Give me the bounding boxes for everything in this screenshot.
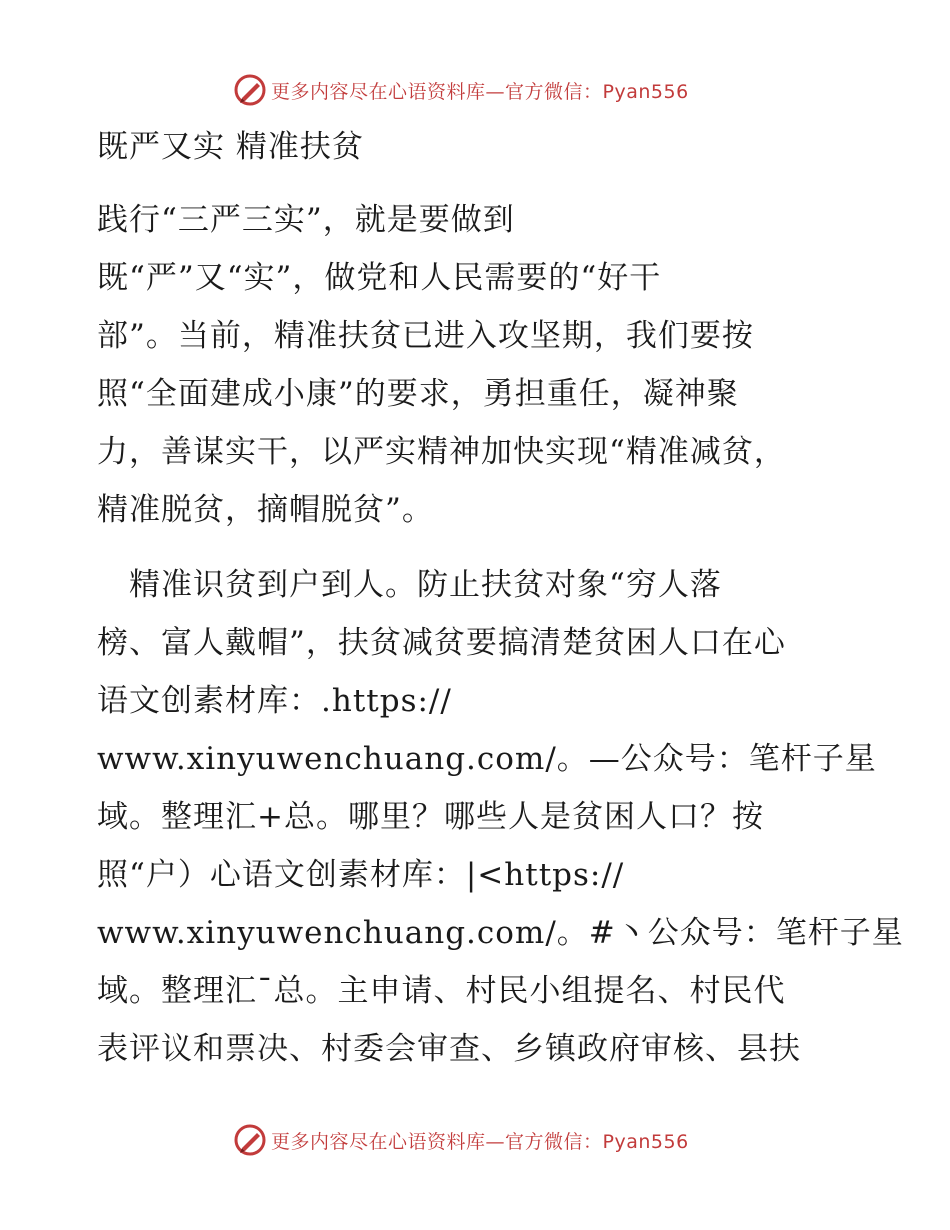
body-line: 精准脱贫，摘帽脱贫”。 — [97, 492, 434, 528]
header-banner — [233, 73, 689, 107]
document-title: 既严又实 精准扶贫 — [97, 129, 364, 165]
footer-banner — [233, 1123, 689, 1157]
wechat-id: Pyan556 — [602, 1130, 689, 1153]
footer-banner-text: 更多内容尽在心语资料库—官方微信：Pyan556 — [271, 1130, 689, 1153]
body-line: 域。整理汇¯总。主申请、村民小组提名、村民代 — [97, 973, 786, 1009]
pen-logo-icon — [233, 1123, 267, 1157]
body-line: 照“户）心语文创素材库：|<https:// — [97, 857, 625, 893]
pen-logo-icon — [233, 73, 267, 107]
body-line: 表评议和票决、村委会审查、乡镇政府审核、县扶 — [97, 1031, 801, 1067]
body-line: 域。整理汇+总。哪里？哪些人是贫困人口？按 — [97, 799, 764, 835]
header-banner-text: 更多内容尽在心语资料库—官方微信：Pyan556 — [271, 80, 689, 103]
body-line: www.xinyuwenchuang.com/。—公众号：笔杆子星 — [97, 741, 877, 777]
body-line: 照“全面建成小康”的要求，勇担重任，凝神聚 — [97, 376, 739, 412]
body-line: 榜、富人戴帽”，扶贫减贫要搞清楚贫困人口在心 — [97, 625, 786, 661]
wechat-id: Pyan556 — [602, 80, 689, 103]
body-line: 既“严”又“实”，做党和人民需要的“好干 — [97, 260, 662, 296]
body-line: 力，善谋实干，以严实精神加快实现“精准减贫， — [97, 434, 786, 470]
body-line: 语文创素材库：.https:// — [97, 683, 452, 719]
body-line: www.xinyuwenchuang.com/。#丶公众号：笔杆子星 — [97, 915, 904, 951]
body-line: 部”。当前，精准扶贫已进入攻坚期，我们要按 — [97, 318, 754, 354]
body-line: 精准识贫到户到人。防止扶贫对象“穷人落 — [97, 567, 722, 603]
body-line: 践行“三严三实”，就是要做到 — [97, 202, 515, 238]
